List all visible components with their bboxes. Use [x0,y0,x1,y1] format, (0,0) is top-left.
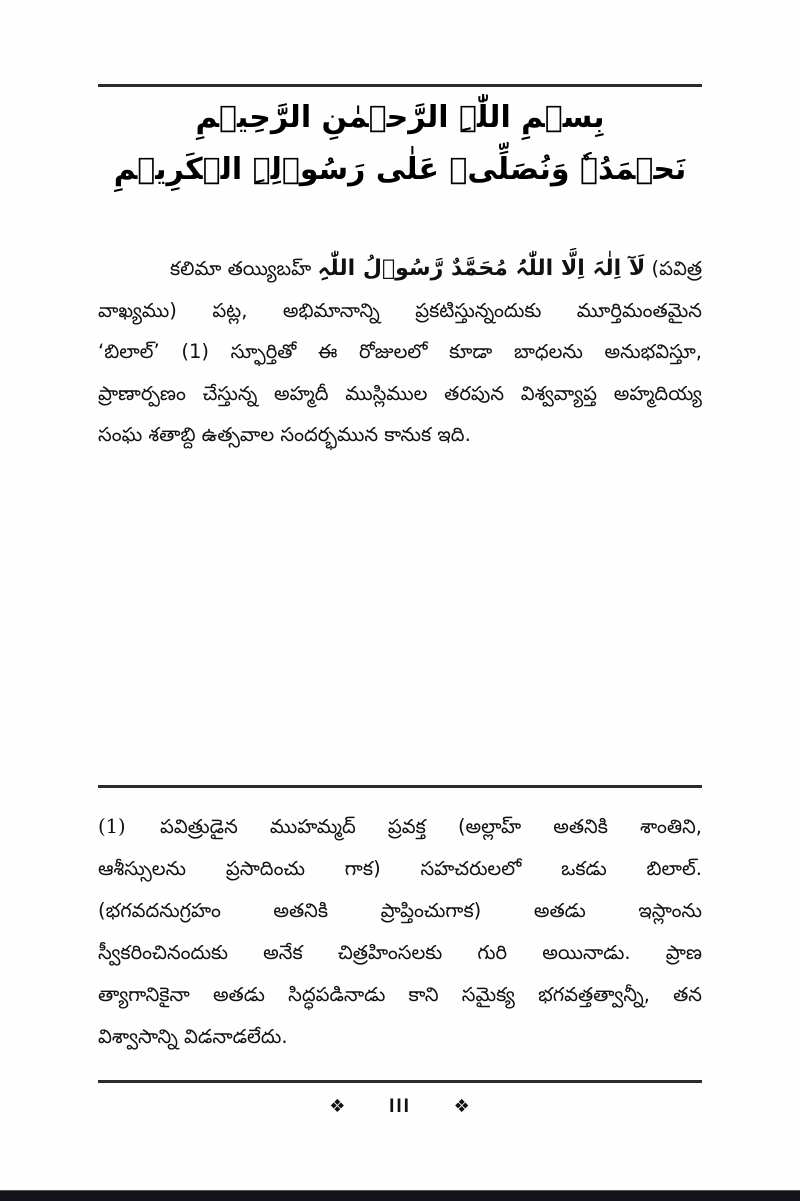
ornament-left-icon: ❖ [329,1096,347,1117]
footnote-line-6: విశ్వాసాన్ని విడనాడలేదు. [98,1025,288,1048]
footnote [98,806,702,1058]
paragraph-line-4: ప్రాణార్పణం చేస్తున్న అహ్మదీ ముస్లిముల తరపున విశ్వవ్యాప్త అహ్మదియ్య [98,381,702,405]
bismillah-heading: بِسۡمِ اللّٰہِ الرَّحۡمٰنِ الرَّحِیۡمِ [195,100,605,135]
footnote-line-4: స్వీకరించినందుకు అనేక చిత్రహింసలకు గురి అయినాడు. ప్రాణ [98,941,702,964]
paragraph-line-1-end: (పవిత్ర [651,257,702,280]
footnote-number: (1) [98,815,126,838]
footnote-line-3: (భగవదనుగ్రహం అతనికి ప్రాప్తించుగాక) అతడు ఇస్లాంను [98,899,702,922]
ornament-right-icon: ❖ [453,1096,471,1117]
footnote-rule [98,785,702,788]
footnote-line-1: (1) పవిత్రుడైన ముహమ్మద్ ప్రవక్త (అల్లాహ్ అతనికి శాంతిని, [98,806,702,848]
top-rule [98,84,702,87]
bottom-rule [98,1080,702,1083]
kalima-label: కలిమా తయ్యిబహ్ [170,257,312,280]
bottom-bar [0,1190,800,1201]
paragraph-line-3: ‘బిలాల్’ (1) స్ఫూర్తితో ఈ రోజులలో కూడా బాధలను అనుభవిస్తూ, [98,340,702,363]
kalima-arabic: لَآ اِلٰہَ اِلَّا اللّٰہُ مُحَمَّدٌ رَّسُوۡلُ اللّٰہِ [317,256,646,281]
page-number-value: III [389,1096,411,1117]
paragraph-line-1 [98,248,702,290]
paragraph-line-2: వాఖ్యము) పట్ల, అభిమానాన్ని ప్రకటిస్తున్నందుకు మూర్తిమంతమైన [98,298,702,322]
dedication-paragraph [98,248,702,456]
footnote-line-5: త్యాగానికైనా అతడు సిద్ధపడినాడు కాని సమైక్య భగవత్తత్వాన్నీ, తన [98,983,702,1006]
paragraph-line-5: సంఘ శతాబ్ది ఉత్సవాల సందర్భమున కానుక ఇది. [98,423,471,446]
salutation-heading: نَحۡمَدُہٗ وَنُصَلِّیۡ عَلٰی رَسُوۡلِہِ الۡکَرِیۡمِ [113,152,687,187]
page-number [0,1096,800,1118]
footnote-line-2: ఆశీస్సులను ప్రసాదించు గాక) సహచరులలో ఒకడు బిలాల్. [98,857,702,880]
